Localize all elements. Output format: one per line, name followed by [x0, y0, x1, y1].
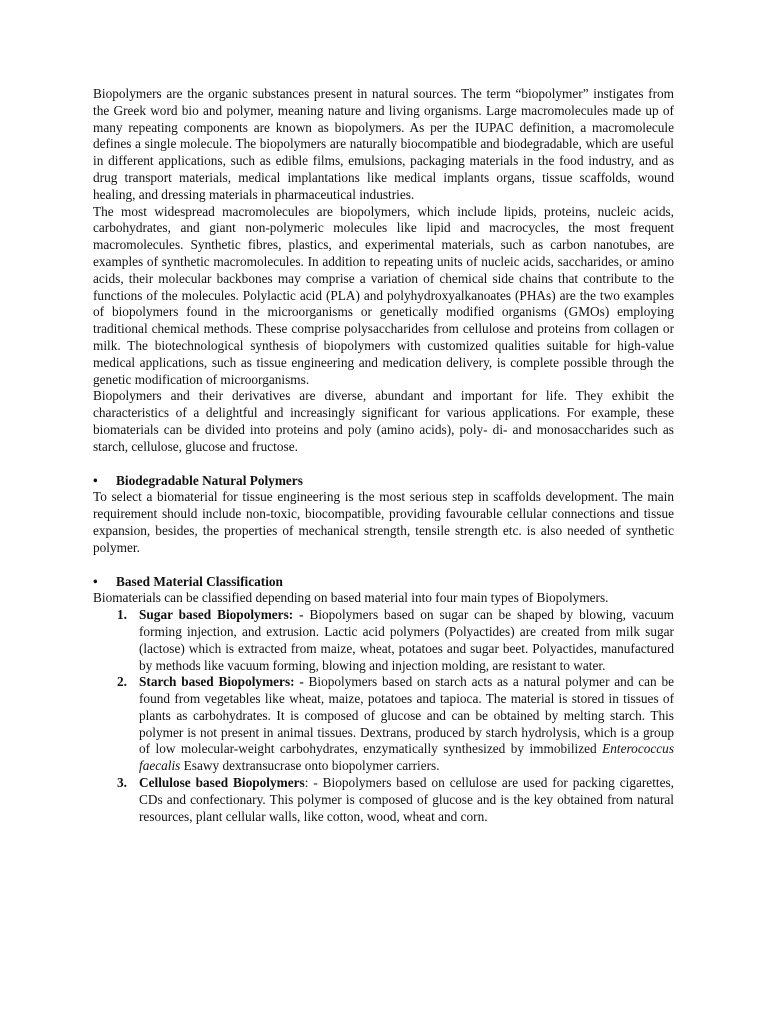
list-item-italic-term: Enterococcus faecalis — [139, 741, 674, 774]
list-item-number: 3. — [117, 775, 127, 791]
list-item-text: Biopolymers based on starch acts as a natural polymer and can be found from vegetables like wheat, maize, potatoes and tapioca. The material is stored in tissues of plants as carbohydrates. It is composed of glucose and can be obtained by melting starch. This polymer is not present in animal tissues. Dextrans, produced by starch hydrolysis, which is a group of low molecular-weight carbohydrates, enzymatically synthesized by immobilized — [139, 674, 674, 757]
document-page — [93, 86, 674, 825]
list-item-text: Biopolymers based on cellulose are used for packing cigarettes, CDs and confectionary. This polymer is composed of glucose and is the key obtained from natural resources, plant cellular walls, like cotton, wood, wheat and corn. — [139, 775, 675, 824]
list-item-separator: : - — [304, 775, 318, 791]
section-heading-text: Based Material Classification — [116, 573, 283, 589]
section-paragraph-classification: Biomaterials can be classified depending on based material into four main types of Biopolymers. — [93, 590, 609, 606]
biopolymer-type-list — [93, 607, 674, 825]
bullet-icon: • — [93, 472, 98, 488]
intro-paragraph-1: Biopolymers are the organic substances present in natural sources. The term “biopolymer” instigates from the Greek word bio and polymer, meaning nature and living organisms. Large macromolecules made up of many repeating components are known as biopolymers. As per the IUPAC definition, a macromolecule defines a single molecule. The biopolymers are naturally biocompatible and biodegradable, which are useful in different applications, such as edible films, emulsions, packaging materials in the food industry, and as drug transport materials, medical implantations like medical implants organs, tissue scaffolds, wound healing, and dressing materials in pharmaceutical industries. — [93, 86, 674, 202]
list-item-number: 1. — [117, 607, 127, 623]
bullet-icon: • — [93, 573, 98, 589]
section-heading-text: Biodegradable Natural Polymers — [116, 472, 303, 488]
section-heading-biodegradable — [93, 473, 674, 490]
list-item — [93, 607, 674, 674]
list-item-title: Sugar based Biopolymers — [139, 607, 289, 623]
list-item-separator: : - — [288, 607, 304, 623]
intro-paragraph-3: Biopolymers and their derivatives are diverse, abundant and important for life. They exhibit the characteristics of a delightful and increasingly significant for various applications. For example, these biomaterials can be divided into proteins and poly (amino acids), poly- di- and monosaccharides such as starch, cellulose, glucose and fructose. — [93, 388, 674, 454]
list-item-number: 2. — [117, 674, 127, 690]
list-item — [93, 775, 674, 825]
list-item-separator: : - — [290, 674, 304, 690]
intro-paragraph-2: The most widespread macromolecules are biopolymers, which include lipids, proteins, nucleic acids, carbohydrates, and giant non-polymeric molecules like lipid and macrocycles, the most frequent macromolecules. Synthetic fibres, plastics, and experimental materials, such as carbon nanotubes, are examples of synthetic macromolecules. In addition to repeating units of nucleic acids, saccharides, or amino acids, their molecular backbones may comprise a variation of chemical side chains that contribute to the functions of the molecules. Polylactic acid (PLA) and polyhydroxyalkanoates (PHAs) are the two examples of biopolymers found in the microorganisms or genetically modified organisms (GMOs) employing traditional chemical methods. These comprise polysaccharides from cellulose and proteins from collagen or milk. The biotechnological synthesis of biopolymers with customized qualities suitable for high-value medical applications, such as tissue engineering and medication delivery, is complete possible through the genetic modification of microorganisms. — [93, 203, 674, 387]
section-paragraph-biodegradable: To select a biomaterial for tissue engineering is the most serious step in scaffolds development. The main requirement should include non-toxic, biocompatible, providing favourable cellular connections and tissue expansion, besides, the properties of mechanical strength, tensile strength etc. is also needed of synthetic polymer. — [93, 489, 674, 555]
list-item-text: Biopolymers based on sugar can be shaped by blowing, vacuum forming injection, and extrusion. Lactic acid polymers (Polyactides) are created from milk sugar (lactose) which is extracted from maize, wheat, potatoes and sugar beet. Polyactides, manufactured by methods like vacuum forming, blowing and injection molding, are resistant to water. — [139, 607, 674, 673]
list-item-title: Cellulose based Biopolymers — [139, 775, 305, 791]
list-item-title: Starch based Biopolymers — [139, 674, 291, 690]
list-item — [93, 674, 674, 775]
list-item-text-after: Esawy dextransucrase onto biopolymer carriers. — [180, 758, 440, 774]
section-heading-classification — [93, 574, 674, 591]
